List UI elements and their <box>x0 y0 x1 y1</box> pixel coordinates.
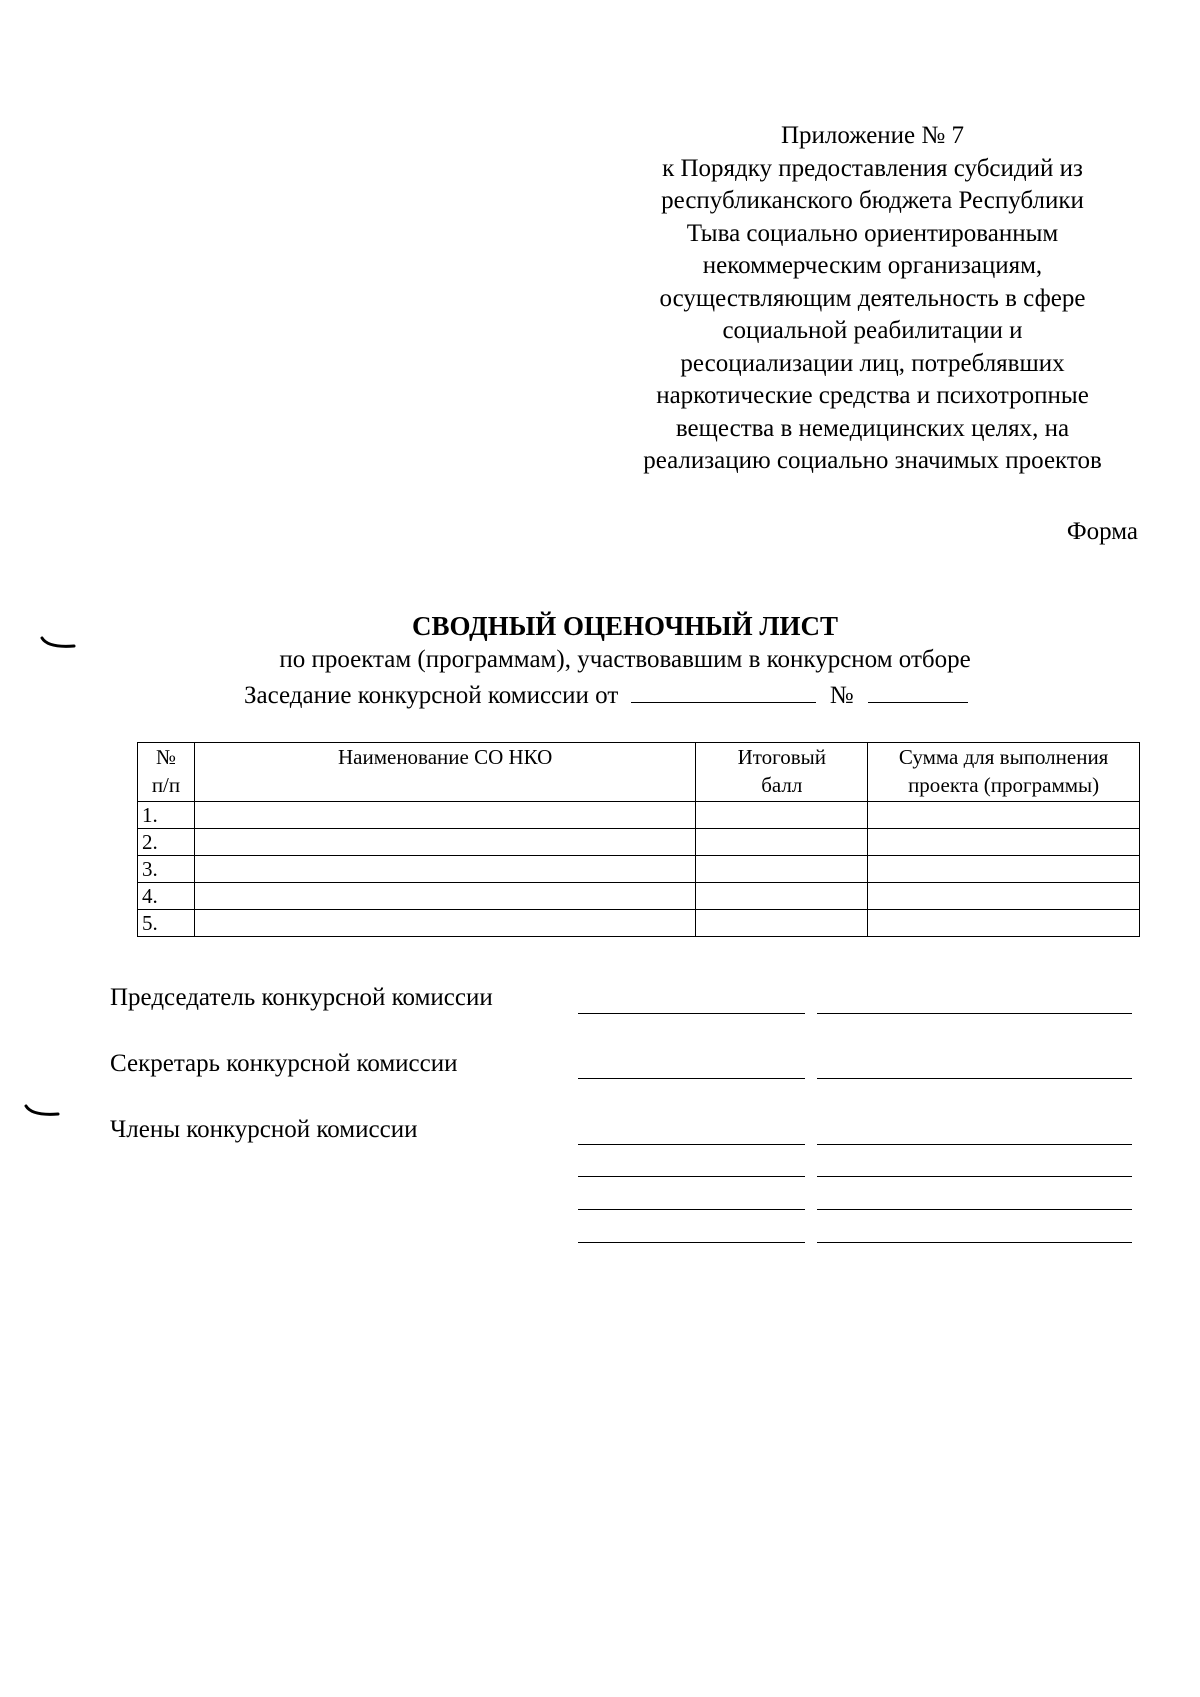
row-score-cell[interactable] <box>696 802 868 829</box>
row-score-cell[interactable] <box>696 910 868 937</box>
table-header-row <box>138 743 1140 802</box>
document-title: СВОДНЫЙ ОЦЕНОЧНЫЙ ЛИСТ <box>411 611 839 641</box>
margin-mark-icon <box>24 1104 60 1120</box>
appendix-line: Тыва социально ориентированным <box>686 219 1059 247</box>
member-signature-line[interactable] <box>578 1209 805 1210</box>
member-signature-line[interactable] <box>578 1176 805 1177</box>
appendix-line: социальной реабилитации и <box>722 317 1023 344</box>
appendix-line: республиканского бюджета Республики <box>661 187 1084 214</box>
appendix-line: осуществляющим деятельность в сфере <box>659 284 1086 312</box>
table-row <box>138 883 1140 910</box>
header-amount-line: проекта (программы) <box>908 773 1100 797</box>
row-name-cell[interactable] <box>194 883 695 910</box>
appendix-line: к Порядку предоставления субсидий из <box>662 154 1083 182</box>
row-score-cell[interactable] <box>696 829 868 856</box>
row-name-cell[interactable] <box>194 910 695 937</box>
chairman-signature-line[interactable] <box>578 1013 805 1014</box>
row-amount-cell[interactable] <box>868 910 1140 937</box>
table-row <box>138 856 1140 883</box>
secretary-name-line[interactable] <box>817 1078 1132 1079</box>
members-label: Члены конкурсной комиссии <box>110 1116 418 1143</box>
appendix-line: реализацию социально значимых проектов <box>643 447 1102 474</box>
row-name-cell[interactable] <box>194 856 695 883</box>
header-amount <box>868 743 1140 802</box>
row-number: 1. <box>138 802 195 829</box>
meeting-number-field[interactable] <box>868 678 968 703</box>
chairman-label: Председатель конкурсной комиссии <box>110 984 493 1011</box>
appendix-block <box>600 120 1145 478</box>
row-name-cell[interactable] <box>194 802 695 829</box>
header-score-line: балл <box>761 773 803 797</box>
member-signature-line[interactable] <box>578 1242 805 1243</box>
table-row <box>138 910 1140 937</box>
row-score-cell[interactable] <box>696 856 868 883</box>
meeting-line <box>244 678 968 710</box>
member-name-line[interactable] <box>817 1209 1132 1210</box>
meeting-label: Заседание конкурсной комиссии от <box>244 682 619 709</box>
member-name-line[interactable] <box>817 1176 1132 1177</box>
header-score <box>696 743 868 802</box>
table-row <box>138 829 1140 856</box>
header-score-line: Итоговый <box>737 745 826 769</box>
table-row <box>138 802 1140 829</box>
document-subtitle: по проектам (программам), участвовавшим в конкурсном отборе <box>279 646 971 673</box>
row-amount-cell[interactable] <box>868 829 1140 856</box>
secretary-label: Секретарь конкурсной комиссии <box>110 1050 458 1077</box>
header-name: Наименование СО НКО <box>194 743 695 802</box>
row-name-cell[interactable] <box>194 829 695 856</box>
row-score-cell[interactable] <box>696 883 868 910</box>
header-num <box>138 743 195 802</box>
appendix-line: некоммерческим организациям, <box>702 252 1043 279</box>
member-name-line[interactable] <box>817 1242 1132 1243</box>
form-label: Форма <box>1066 518 1138 545</box>
meeting-number-sign: № <box>829 682 854 709</box>
summary-table <box>137 742 1140 937</box>
row-amount-cell[interactable] <box>868 883 1140 910</box>
row-number: 2. <box>138 829 195 856</box>
appendix-line: ресоциализации лиц, потреблявших <box>680 349 1065 377</box>
appendix-line: наркотические средства и психотропные <box>656 382 1089 409</box>
member-name-line[interactable] <box>817 1144 1132 1145</box>
row-number: 4. <box>138 883 195 910</box>
meeting-date-field[interactable] <box>631 678 816 703</box>
row-number: 3. <box>138 856 195 883</box>
header-num-line: п/п <box>151 773 181 797</box>
row-amount-cell[interactable] <box>868 802 1140 829</box>
row-number: 5. <box>138 910 195 937</box>
member-signature-line[interactable] <box>578 1144 805 1145</box>
appendix-line: Приложение № 7 <box>780 122 965 149</box>
header-amount-line: Сумма для выполнения <box>898 745 1109 769</box>
header-num-line: № <box>155 745 176 769</box>
secretary-signature-line[interactable] <box>578 1078 805 1079</box>
row-amount-cell[interactable] <box>868 856 1140 883</box>
appendix-line: вещества в немедицинских целях, на <box>675 414 1070 442</box>
chairman-name-line[interactable] <box>817 1013 1132 1014</box>
